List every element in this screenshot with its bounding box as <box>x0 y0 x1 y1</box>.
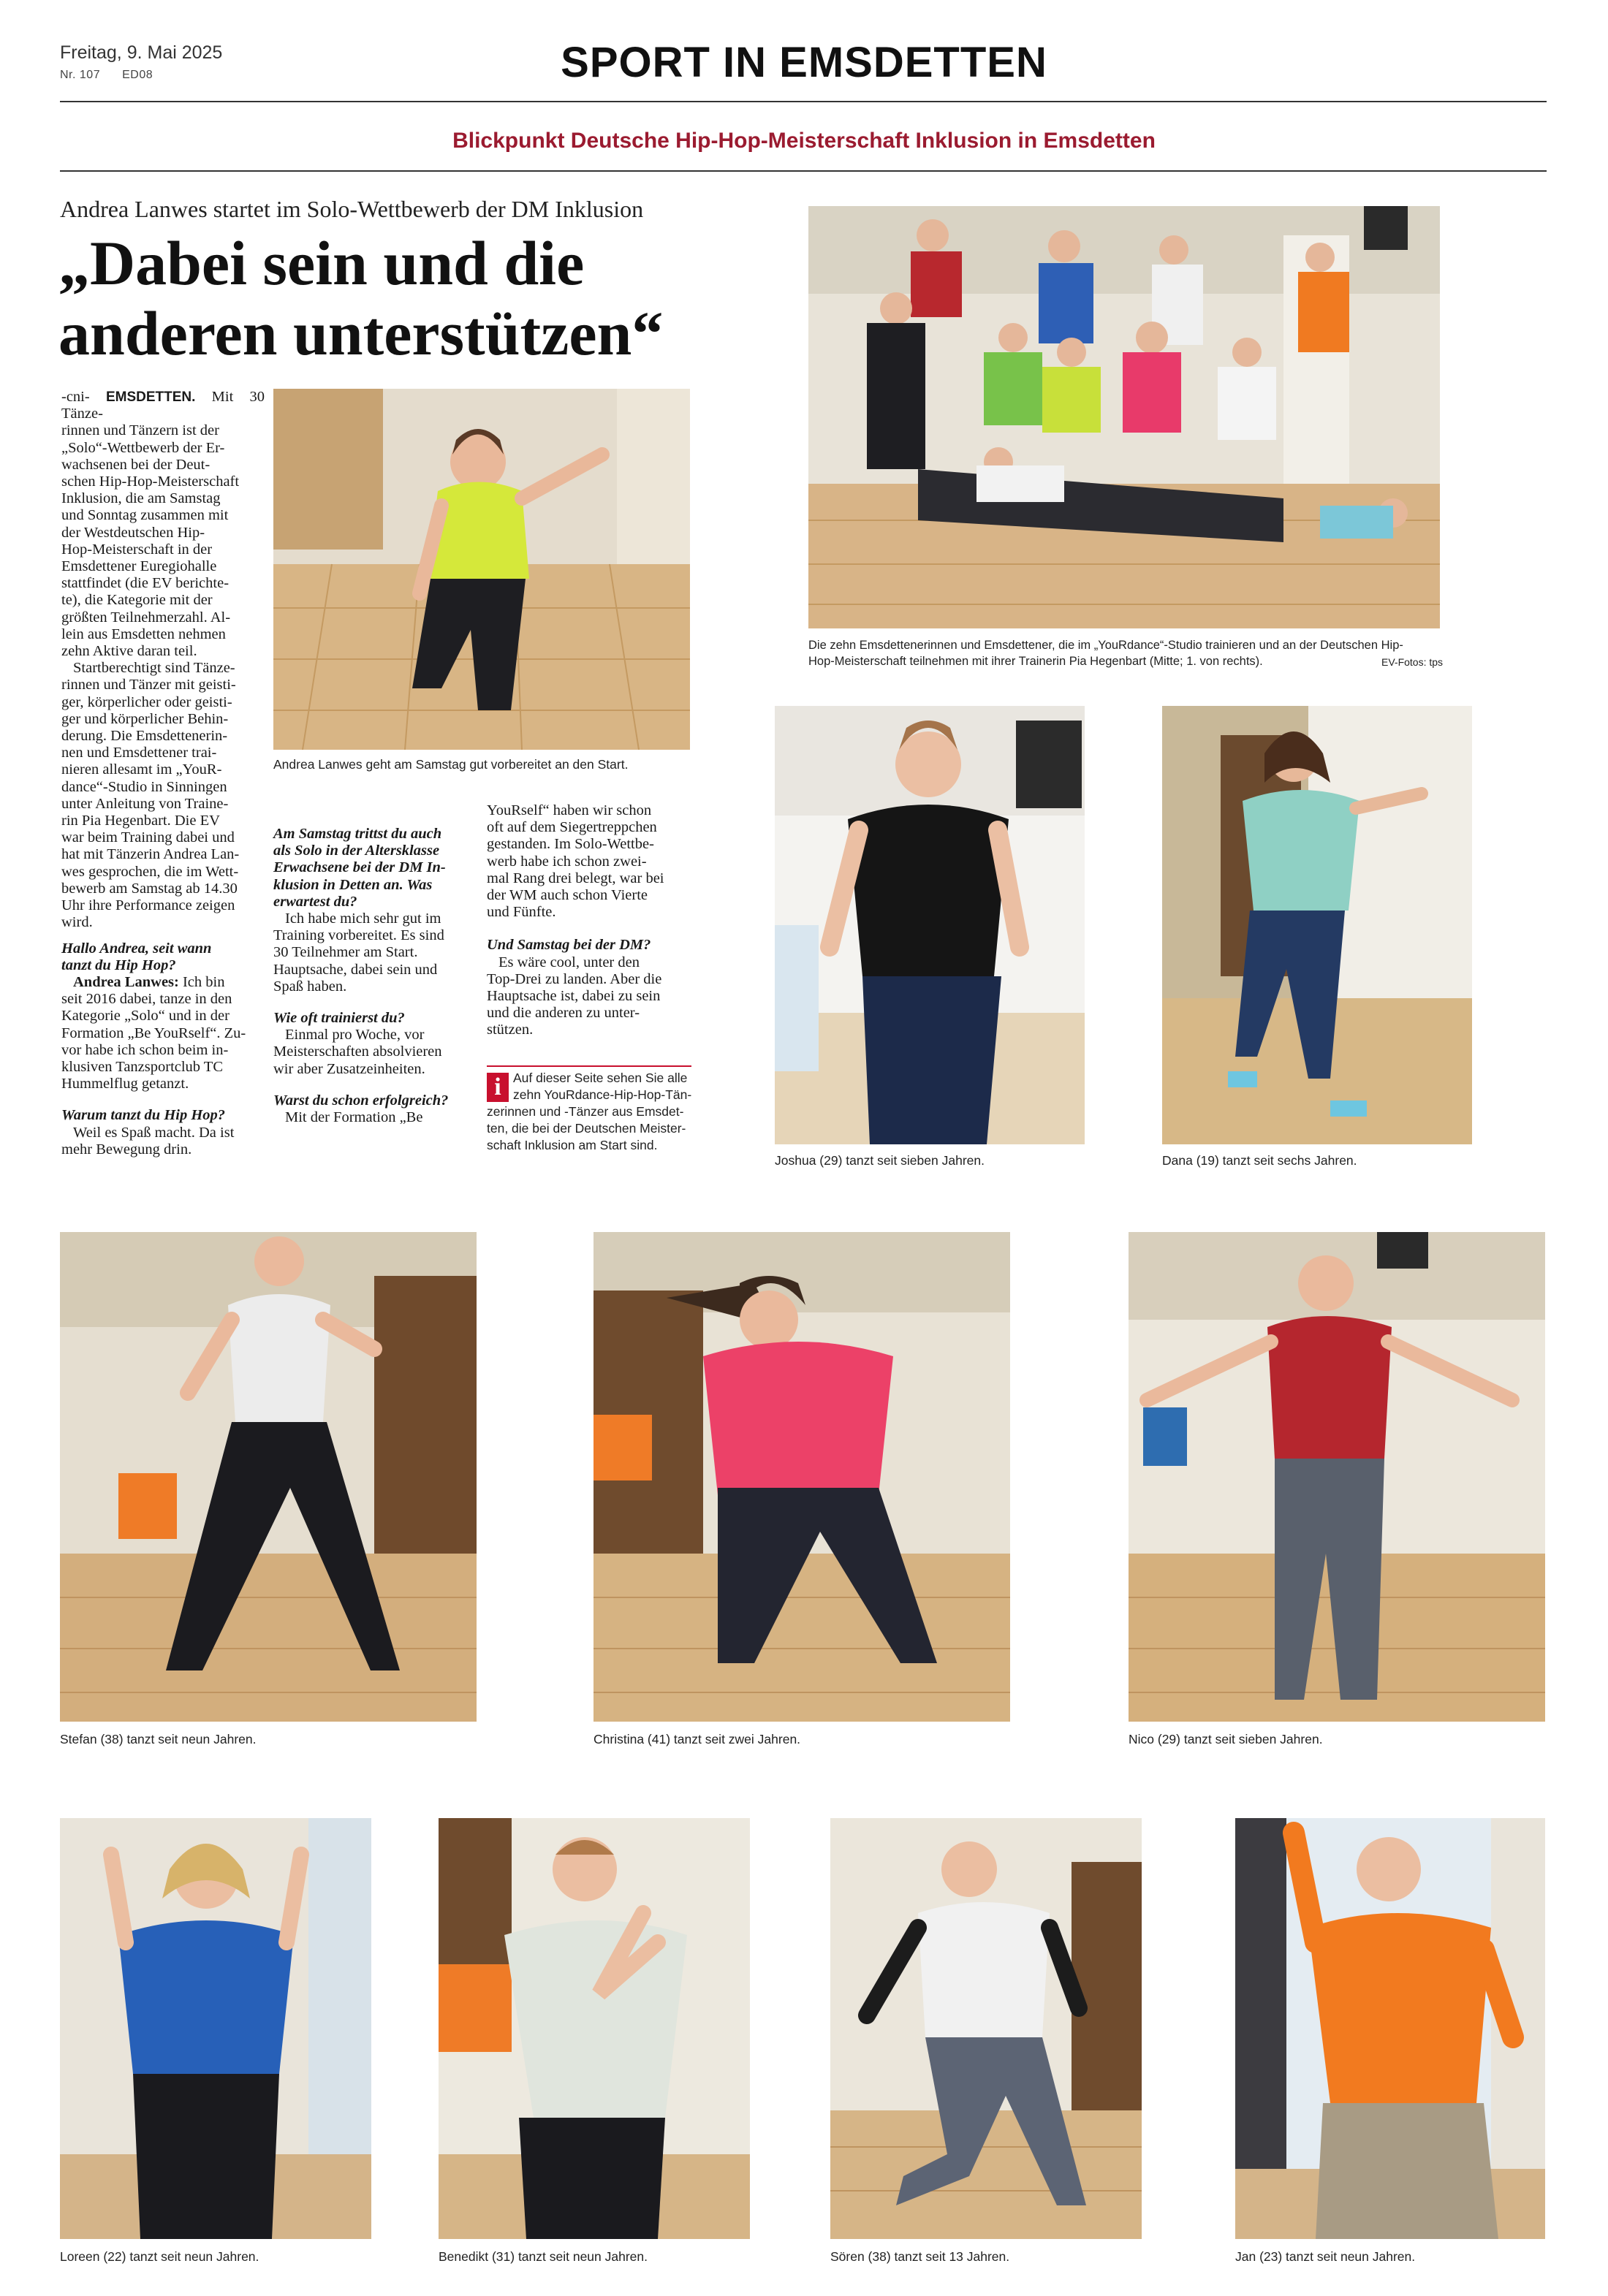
text-line: Spaß haben. <box>273 978 347 995</box>
caption-group <box>808 637 1440 669</box>
text-line: Hummelflug getanzt. <box>61 1076 189 1092</box>
text-line: vor habe ich schon beim in- <box>61 1041 229 1058</box>
text-line: klusiven Tanzsportclub TC <box>61 1058 224 1075</box>
info-line: zerinnen und -Tänzer aus Emsdet- <box>487 1104 684 1119</box>
text-line: und Fünfte. <box>487 904 556 921</box>
info-line: ten, die bei der Deutschen Meister- <box>487 1121 686 1136</box>
text-line: Emsdettener Euregiohalle <box>61 558 217 575</box>
text-line: Inklusion, die am Samstag <box>61 490 221 507</box>
text-line: ger und körperlicher Behin- <box>61 710 229 727</box>
text-line: nieren allesamt im „YouR- <box>61 761 222 778</box>
author-tag: -cni- <box>61 389 90 405</box>
text-line: war beim Training dabei und <box>61 829 235 846</box>
text-line: ger, körperlicher oder geisti- <box>61 693 232 710</box>
interview-question: Warum tanzt du Hip Hop? <box>61 1107 226 1124</box>
text-line: Training vorbereitet. Es sind <box>273 927 444 944</box>
interview-question: klusion in Detten an. Was <box>273 876 433 893</box>
banner-rule <box>60 170 1547 172</box>
text-line: rinnen und Tänzer mit geisti- <box>61 677 236 693</box>
section-title: SPORT IN EMSDETTEN <box>561 39 1047 86</box>
text-line: Uhr ihre Performance zeigen <box>61 897 235 914</box>
text-line: Hauptsache ist, dabei zu sein <box>487 988 661 1005</box>
text-line: nen und Emsdettener trai- <box>61 745 217 761</box>
text-line: seit 2016 dabei, tanze in den <box>61 991 232 1008</box>
photo-jan <box>1235 1818 1545 2239</box>
headline-line-1: „Dabei sein und die <box>58 228 585 298</box>
photo-stefan <box>60 1232 477 1722</box>
photo-benedikt <box>439 1818 750 2239</box>
text-line: der WM auch schon Vierte <box>487 887 648 904</box>
info-icon: i <box>487 1073 509 1102</box>
photo-andrea <box>273 389 690 750</box>
text-line: wir aber Zusatzeinheiten. <box>273 1060 425 1077</box>
photo-loreen <box>60 1818 371 2239</box>
interview-question: tanzt du Hip Hop? <box>61 957 176 973</box>
text-line: Es wäre cool, unter den <box>498 954 640 970</box>
text-line: dance“-Studio in Sinningen <box>61 778 227 795</box>
text-line: und Sonntag zusammen mit <box>61 507 229 524</box>
text-line: Meisterschaften absolvieren <box>273 1044 442 1060</box>
interview-question: Warst du schon erfolgreich? <box>273 1092 449 1109</box>
text-line: rin Pia Hegenbart. Die EV <box>61 813 220 829</box>
info-line: schaft Inklusion am Start sind. <box>487 1138 658 1152</box>
interview-question: Erwachsene bei der DM In- <box>273 859 446 876</box>
article-kicker: Andrea Lanwes startet im Solo-Wettbewerb der DM Inklusion <box>60 196 644 222</box>
photo-credit: EV-Fotos: tps <box>1381 656 1444 668</box>
text-line: Hop-Meisterschaft in der <box>61 541 213 558</box>
photo-group <box>808 206 1440 628</box>
text-line: „Solo“-Wettbewerb der Er- <box>61 439 225 456</box>
text-line: und die anderen zu unter- <box>487 1005 640 1022</box>
text-line: oft auf dem Siegertreppchen <box>487 819 657 836</box>
text-line: Hauptsache, dabei sein und <box>273 961 438 978</box>
headline-line-2: anderen unterstützen“ <box>58 298 664 368</box>
caption-loreen: Loreen (22) tanzt seit neun Jahren. <box>60 2249 259 2264</box>
interview-question: Hallo Andrea, seit wann <box>61 940 212 957</box>
photo-nico <box>1129 1232 1545 1722</box>
text-line: bewerb am Samstag ab 14.30 <box>61 880 238 897</box>
caption-christina: Christina (41) tanzt seit zwei Jahren. <box>593 1732 801 1746</box>
text-line: Einmal pro Woche, vor <box>285 1027 425 1044</box>
text-line: derung. Die Emsdettenerin- <box>61 728 228 745</box>
text-line: Ich bin <box>178 973 225 990</box>
text-line: 30 Teilnehmer am Start. <box>273 944 418 961</box>
text-line: Mit 30 Tänze- <box>61 389 265 422</box>
interview-question: Und Samstag bei der DM? <box>487 937 651 954</box>
issue-date: Freitag, 9. Mai 2025 <box>60 42 223 63</box>
article-headline <box>58 228 789 368</box>
interview-question: Am Samstag trittst du auch <box>273 826 442 842</box>
text-line: Formation „Be YouRself“. Zu- <box>61 1025 246 1041</box>
text-line: schen Hip-Hop-Meisterschaft <box>61 474 240 490</box>
photo-christina <box>593 1232 1010 1722</box>
text-line: Mit der Formation „Be <box>285 1109 423 1126</box>
text-line: der Westdeutschen Hip- <box>61 524 205 541</box>
caption-andrea: Andrea Lanwes geht am Samstag gut vorbereitet an den Start. <box>273 757 629 772</box>
caption-dana: Dana (19) tanzt seit sechs Jahren. <box>1162 1153 1357 1168</box>
edition-code: ED08 <box>122 69 153 81</box>
article-column-1 <box>61 389 265 1158</box>
text-line: mal Rang drei belegt, war bei <box>487 870 664 886</box>
text-line: Startberechtigt sind Tänze- <box>73 660 235 677</box>
text-line: gestanden. Im Solo-Wettbe- <box>487 836 654 853</box>
photo-joshua <box>775 706 1085 1144</box>
text-line: Ich habe mich sehr gut im <box>285 911 441 927</box>
text-line: stattfindet (die EV berichte- <box>61 575 230 592</box>
caption-soeren: Sören (38) tanzt seit 13 Jahren. <box>830 2249 1010 2264</box>
topic-banner: Blickpunkt Deutsche Hip-Hop-Meisterschaft Inklusion in Emsdetten <box>452 129 1156 153</box>
text-line: größten Teilnehmerzahl. Al- <box>61 609 231 626</box>
text-line: Weil es Spaß macht. Da ist <box>73 1124 235 1141</box>
photo-soeren <box>830 1818 1142 2239</box>
caption-stefan: Stefan (38) tanzt seit neun Jahren. <box>60 1732 257 1746</box>
info-box-rule <box>487 1065 691 1067</box>
interview-question: Wie oft trainierst du? <box>273 1010 405 1027</box>
text-line: zehn Aktive daran teil. <box>61 643 197 660</box>
caption-line: Die zehn Emsdettenerinnen und Emsdettener, die im „YouRdance“-Studio trainieren und an der Deutschen Hip- <box>808 639 1403 652</box>
header-rule <box>60 101 1547 102</box>
article-column-2 <box>273 826 477 1126</box>
info-line: Auf dieser Seite sehen Sie alle <box>513 1071 688 1085</box>
text-line: wird. <box>61 914 93 931</box>
text-line: hat mit Tänzerin Andrea Lan- <box>61 846 240 863</box>
text-line: rinnen und Tänzern ist der <box>61 422 219 439</box>
caption-line: Hop-Meisterschaft teilnehmen mit ihrer Trainerin Pia Hegenbart (Mitte; 1. von rechts). <box>808 655 1263 668</box>
issue-number: Nr. 107 <box>60 69 101 81</box>
text-line: te), die Kategorie mit der <box>61 592 213 609</box>
caption-jan: Jan (23) tanzt seit neun Jahren. <box>1235 2249 1416 2264</box>
caption-nico: Nico (29) tanzt seit sieben Jahren. <box>1129 1732 1323 1746</box>
text-line: Kategorie „Solo“ und in der <box>61 1008 230 1025</box>
text-line: unter Anleitung von Traine- <box>61 795 229 812</box>
info-line: zehn YouRdance-Hip-Hop-Tän- <box>513 1087 692 1102</box>
text-line: werb habe ich schon zwei- <box>487 853 647 870</box>
caption-joshua: Joshua (29) tanzt seit sieben Jahren. <box>775 1153 985 1168</box>
photo-dana <box>1162 706 1472 1144</box>
interview-question: als Solo in der Altersklasse <box>273 843 440 859</box>
article-column-3 <box>487 802 690 1039</box>
interview-question: erwartest du? <box>273 893 357 910</box>
info-box-text <box>487 1070 696 1154</box>
text-line: lein aus Emsdetten nehmen <box>61 626 226 642</box>
dateline: EMSDETTEN. <box>105 389 196 405</box>
speaker-name: Andrea Lanwes: <box>73 973 179 990</box>
text-line: mehr Bewegung drin. <box>61 1141 192 1157</box>
text-line: wachsenen bei der Deut- <box>61 456 211 473</box>
text-line: YouRself“ haben wir schon <box>487 802 652 818</box>
text-line: Top-Drei zu landen. Aber die <box>487 970 662 987</box>
text-line: stützen. <box>487 1022 534 1038</box>
text-line: wes gesprochen, die im Wett- <box>61 863 239 880</box>
caption-benedikt: Benedikt (31) tanzt seit neun Jahren. <box>439 2249 648 2264</box>
